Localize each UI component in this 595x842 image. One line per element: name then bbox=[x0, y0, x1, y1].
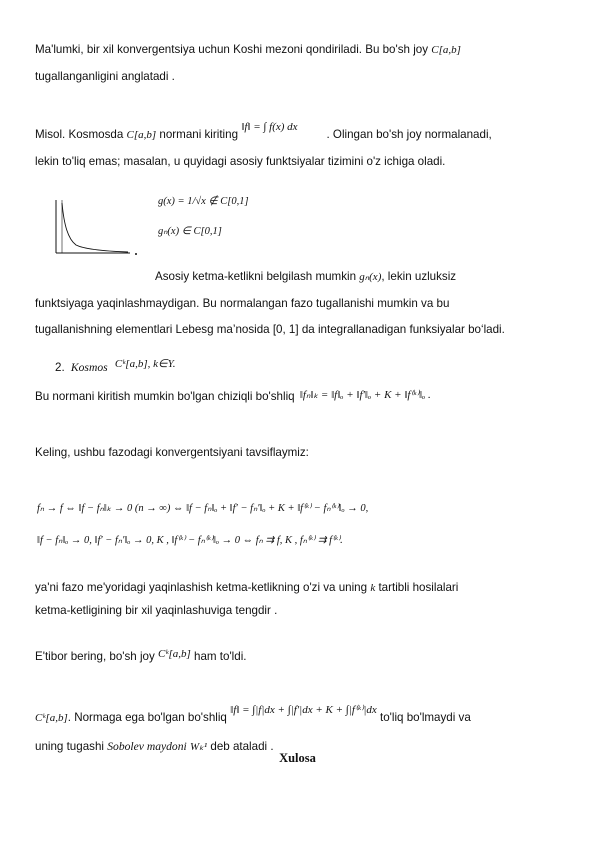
para2-line1 bbox=[35, 121, 492, 142]
para1-text: Ma'lumki, bir xil konvergentsiya uchun Koshi mezoni qondiriladi. Bu bo'sh joy bbox=[35, 43, 429, 56]
para6-text-start: ya'ni fazo me'yoridagi yaqinlashish ketma-ketlikning o'zi va uning bbox=[35, 581, 368, 594]
para4-text: Bu normani kiritish mumkin bo'lgan chiziqli bo'shliq bbox=[35, 390, 295, 403]
graph-curve bbox=[62, 203, 128, 252]
section-heading-xulosa: Xulosa bbox=[279, 751, 316, 765]
sobolev-symbol: Wₖ¹ bbox=[189, 741, 208, 753]
sobolev-space-term: Sobolev maydoni bbox=[107, 740, 187, 753]
space-symbol-c-ab: C[a,b] bbox=[431, 44, 461, 56]
para1-line1 bbox=[35, 43, 461, 57]
para8-line2-end: deb ataladi . bbox=[210, 740, 274, 753]
norm-integral-formula: ‖f‖ = ∫ f(x) dx bbox=[241, 121, 298, 133]
function-graph-sketch bbox=[50, 195, 150, 260]
para2-text-start: Misol. Kosmosda bbox=[35, 128, 124, 141]
para5-line: Keling, ushbu fazodagi konvergentsiyani tavsiflaymiz: bbox=[35, 446, 309, 459]
para8-text-end: to'liq bo'lmaydi va bbox=[380, 711, 471, 724]
norm-ck-formula: ‖fₙ‖ₖ = ‖f‖ₒ + ‖f′‖ₒ + K + ‖f⁽ᵏ⁾‖ₒ . bbox=[299, 389, 431, 401]
para6-line2: ketma-ketligining bir xil yaqinlashuviga tengdir . bbox=[35, 604, 278, 617]
list-item-2 bbox=[55, 358, 176, 375]
space-symbol-ck: Cᵏ[a,b], k∈Y. bbox=[114, 358, 176, 370]
gn-definition: gₙ(x) ∈ C[0,1] bbox=[158, 226, 222, 237]
para7-text-start: E'tibor bering, bo'sh joy bbox=[35, 650, 155, 663]
para2-text-end: . Olingan bo'sh joy normalanadi, bbox=[326, 128, 492, 141]
para8-text-mid: . Normaga ega bo'lgan bo'shliq bbox=[67, 711, 227, 724]
para8-line2-start: uning tugashi bbox=[35, 740, 104, 753]
g-definition: g(x) = 1/√x ∉ C[0,1] bbox=[158, 196, 249, 207]
convergence-formula-line2: ‖f − fₙ‖ₒ → 0, ‖f′ − fₙ′‖ₒ → 0, K , ‖f⁽ᵏ⁾ − fₙ⁽ᵏ⁾‖ₒ → 0 ⇔ fₙ ⇉ f, K , fₙ⁽ᵏ⁾ ⇉ f⁽ᵏ⁾. bbox=[37, 535, 343, 546]
para2-text-mid: normani kiriting bbox=[159, 128, 239, 141]
para3-line1 bbox=[155, 270, 456, 284]
para4-line bbox=[35, 390, 431, 404]
list-item-number: 2. bbox=[55, 361, 65, 374]
para1-line2: tugallanganligini anglatadi . bbox=[35, 70, 175, 83]
graph-dot bbox=[135, 253, 137, 255]
para2-line2: lekin to'liq emas; masalan, u quyidagi asosiy funktsiyalar tizimini o'z ichiga oladi. bbox=[35, 155, 446, 168]
para6-line1 bbox=[35, 581, 458, 595]
space-symbol-ck-2: Cᵏ[a,b] bbox=[158, 648, 191, 660]
list-item-label: Kosmos bbox=[70, 361, 108, 374]
para7-text-end: ham to'ldi. bbox=[194, 650, 247, 663]
para3-line3: tugallanishning elementlari Lebesg ma’nosida [0, 1] da integrallanadigan funksiyalar bo‘ladi. bbox=[35, 323, 505, 336]
para3-line2: funktsiyaga yaqinlashmaydigan. Bu normalangan fazo tugallanishi mumkin va bu bbox=[35, 297, 450, 310]
para3-text-end: , lekin uzluksiz bbox=[381, 270, 457, 283]
para6-text-end: tartibli hosilalari bbox=[378, 581, 459, 594]
space-symbol-c-ab-2: C[a,b] bbox=[126, 129, 157, 141]
space-symbol-ck-3: Cᵏ[a,b] bbox=[35, 712, 68, 724]
para7-line bbox=[35, 650, 247, 664]
sequence-symbol-gn: gₙ(x) bbox=[359, 271, 382, 283]
para8-line1 bbox=[35, 704, 471, 725]
order-symbol-k: k bbox=[370, 582, 376, 594]
norm-integral-sum-formula: ‖f‖ = ∫|f|dx + ∫|f′|dx + K + ∫|f⁽ᵏ⁾|dx bbox=[230, 704, 377, 716]
convergence-formula-line1: fₙ → f ⇔ ‖f − fₙ‖ₖ → 0 (n → ∞) ⇔ ‖f − fₙ‖ₒ + ‖f′ − fₙ′‖ₒ + K + ‖f⁽ᵏ⁾ − fₙ⁽ᵏ⁾‖ₒ → 0, bbox=[37, 503, 369, 514]
para3-text-start: Asosiy ketma-ketlikni belgilash mumkin bbox=[155, 270, 357, 283]
